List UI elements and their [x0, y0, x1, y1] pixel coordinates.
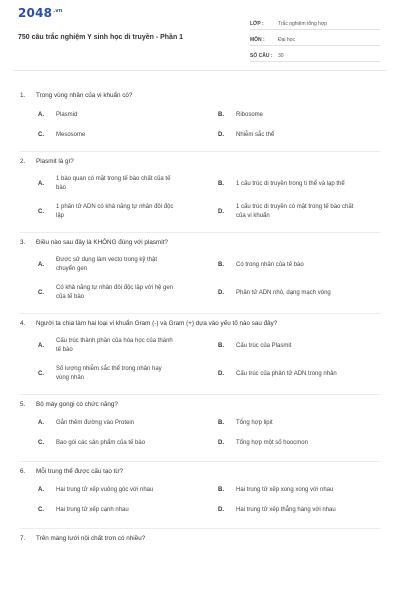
question-header	[20, 529, 380, 547]
question-header	[20, 152, 380, 170]
question-header	[20, 85, 380, 105]
meta-count-value: 30	[278, 53, 284, 59]
header-divider	[14, 70, 386, 71]
answer-option[interactable]	[200, 360, 380, 388]
option-row	[20, 251, 380, 279]
meta-class-label: LỚP :	[250, 21, 264, 27]
option-letter: A.	[38, 111, 44, 118]
option-text: Hai trung tử xếp thẳng hàng với nhau	[236, 506, 336, 513]
option-letter: D.	[218, 289, 224, 296]
question-number: 1.	[20, 91, 26, 99]
answer-option[interactable]	[20, 279, 200, 307]
question-text: Người ta chia làm hai loại vi khuẩn Gram (-) và Gram (+) dựa vào yếu tố nào sau đây?	[36, 319, 278, 327]
meta-count-row	[250, 46, 380, 62]
option-text: Cấu trúc thành phần của hóa học của thành tế bào	[56, 338, 173, 353]
option-text: Tổng hợp một số hoocmon	[236, 439, 308, 446]
answer-option[interactable]	[20, 170, 200, 198]
answer-option[interactable]	[20, 413, 200, 433]
answer-option[interactable]	[200, 279, 380, 307]
option-row	[20, 480, 380, 500]
question-number: 4.	[20, 319, 26, 327]
answer-option[interactable]	[20, 500, 200, 520]
option-letter: C.	[38, 131, 44, 138]
answer-option[interactable]	[200, 170, 380, 198]
meta-subject-row	[250, 30, 380, 46]
option-text: Có trong nhân của tế bào	[236, 261, 304, 268]
answer-option[interactable]	[200, 332, 380, 360]
question-list	[0, 85, 400, 547]
question-header	[20, 233, 380, 251]
question-text: Plasmit là gì?	[36, 157, 74, 165]
answer-option[interactable]	[200, 251, 380, 279]
option-text: Số lượng nhiễm sắc thể trong nhân hay vùng nhân	[56, 366, 162, 381]
meta-class-value: Trắc nghiệm tổng hợp	[278, 21, 327, 27]
option-letter: D.	[218, 370, 224, 377]
option-row	[20, 360, 380, 388]
option-letter: B.	[218, 342, 224, 349]
option-text: Hai trung tử xếp vuông góc với nhau	[56, 486, 154, 493]
option-letter: B.	[218, 419, 224, 426]
question-text: Bộ máy gongi có chức năng?	[36, 400, 118, 408]
option-letter: D.	[218, 131, 224, 138]
meta-count-label: SỐ CÂU :	[250, 53, 273, 59]
option-letter: C.	[38, 506, 44, 513]
option-row	[20, 413, 380, 433]
question-block	[20, 462, 380, 529]
option-letter: D.	[218, 208, 224, 215]
document-meta	[250, 14, 380, 62]
option-text: 1 phân tử ADN có khả năng tự nhân đôi độc lập	[56, 204, 174, 219]
question-number: 7.	[20, 534, 26, 542]
option-row	[20, 170, 380, 198]
option-text: Có khả năng tự nhân đôi độc lập với hệ gen của tế bào	[56, 285, 174, 300]
option-text: Cấu trúc của Plasmit	[236, 342, 292, 349]
question-number: 6.	[20, 467, 26, 475]
answer-option[interactable]	[20, 433, 200, 453]
option-letter: D.	[218, 506, 224, 513]
answer-option[interactable]	[200, 125, 380, 145]
answer-option[interactable]	[20, 480, 200, 500]
question-block	[20, 85, 380, 152]
option-row	[20, 279, 380, 307]
option-row	[20, 332, 380, 360]
option-row	[20, 500, 380, 520]
meta-subject-label: MÔN :	[250, 37, 265, 43]
option-letter: B.	[218, 486, 224, 493]
meta-subject-value: Đại học	[278, 37, 295, 43]
answer-option[interactable]	[20, 198, 200, 226]
answer-option[interactable]	[200, 500, 380, 520]
option-row	[20, 125, 380, 145]
option-text: Nhiễm sắc thể	[236, 131, 275, 138]
answer-option[interactable]	[200, 413, 380, 433]
option-row	[20, 105, 380, 125]
question-text: Trên màng lưới nội chất trơn có nhiều?	[36, 534, 146, 542]
question-header	[20, 395, 380, 413]
question-block	[20, 233, 380, 314]
question-block	[20, 395, 380, 462]
option-row	[20, 198, 380, 226]
answer-option[interactable]	[200, 198, 380, 226]
answer-option[interactable]	[20, 251, 200, 279]
option-text: 1 cấu trúc di truyền trong ti thể và lạp thể	[236, 180, 345, 187]
answer-option[interactable]	[20, 360, 200, 388]
option-letter: A.	[38, 180, 44, 187]
option-letter: C.	[38, 208, 44, 215]
question-text: Mỗi trung thể được cấu tạo từ?	[36, 467, 124, 475]
answer-option[interactable]	[200, 480, 380, 500]
option-text: 1 bào quan có mặt trong tế bào chất của tế bào	[56, 176, 171, 191]
question-header	[20, 314, 380, 332]
question-text: Điều nào sau đây là KHÔNG đúng với plasmit?	[36, 238, 168, 246]
document-title: 750 câu trắc nghiệm Y sinh học di truyền - Phần 1	[18, 34, 184, 41]
option-text: Tổng hợp lipit	[236, 419, 273, 426]
option-text: Cấu trúc của phân tử ADN trong nhân	[236, 370, 337, 377]
option-text: 1 cấu trúc di truyền có mặt trong tế bào chất của vi khuẩn	[236, 204, 354, 219]
option-text: Ribosome	[236, 111, 264, 118]
option-letter: D.	[218, 439, 224, 446]
option-letter: B.	[218, 180, 224, 187]
option-letter: C.	[38, 370, 44, 377]
option-text: Hai trung tử xếp xong xong với nhau	[236, 486, 334, 493]
option-text: Được sử dụng làm vecto trong kỹ thật chuyển gen	[56, 257, 158, 272]
option-text: Mesosome	[56, 131, 86, 138]
meta-class-row	[250, 14, 380, 30]
option-letter: A.	[38, 486, 44, 493]
option-text: Hai trung tử xếp cạnh nhau	[56, 506, 129, 513]
option-letter: B.	[218, 111, 224, 118]
option-letter: C.	[38, 439, 44, 446]
answer-option[interactable]	[20, 105, 200, 125]
answer-option[interactable]	[200, 433, 380, 453]
option-text: Plasmid	[56, 111, 78, 118]
question-block	[20, 152, 380, 233]
option-letter: A.	[38, 261, 44, 268]
logo-tld: .vn	[53, 8, 63, 14]
question-block	[20, 314, 380, 395]
answer-option[interactable]	[20, 332, 200, 360]
option-letter: B.	[218, 261, 224, 268]
option-letter: C.	[38, 289, 44, 296]
option-text: Bao gói các sản phẩm của tế bào	[56, 439, 146, 446]
answer-option[interactable]	[200, 105, 380, 125]
question-number: 3.	[20, 238, 26, 246]
question-number: 2.	[20, 157, 26, 165]
option-text: Gắn thêm đường vào Protein	[56, 419, 134, 426]
option-letter: A.	[38, 342, 44, 349]
option-text: Phân tử ADN nhỏ, dạng mạch vòng	[236, 289, 331, 296]
option-row	[20, 433, 380, 453]
page-header	[0, 0, 400, 66]
question-block	[20, 529, 380, 547]
question-text: Trong vùng nhân của vi khuẩn có?	[36, 91, 133, 99]
option-letter: A.	[38, 419, 44, 426]
logo-text: 2048	[18, 6, 53, 20]
answer-option[interactable]	[20, 125, 200, 145]
question-header	[20, 462, 380, 480]
question-number: 5.	[20, 400, 26, 408]
